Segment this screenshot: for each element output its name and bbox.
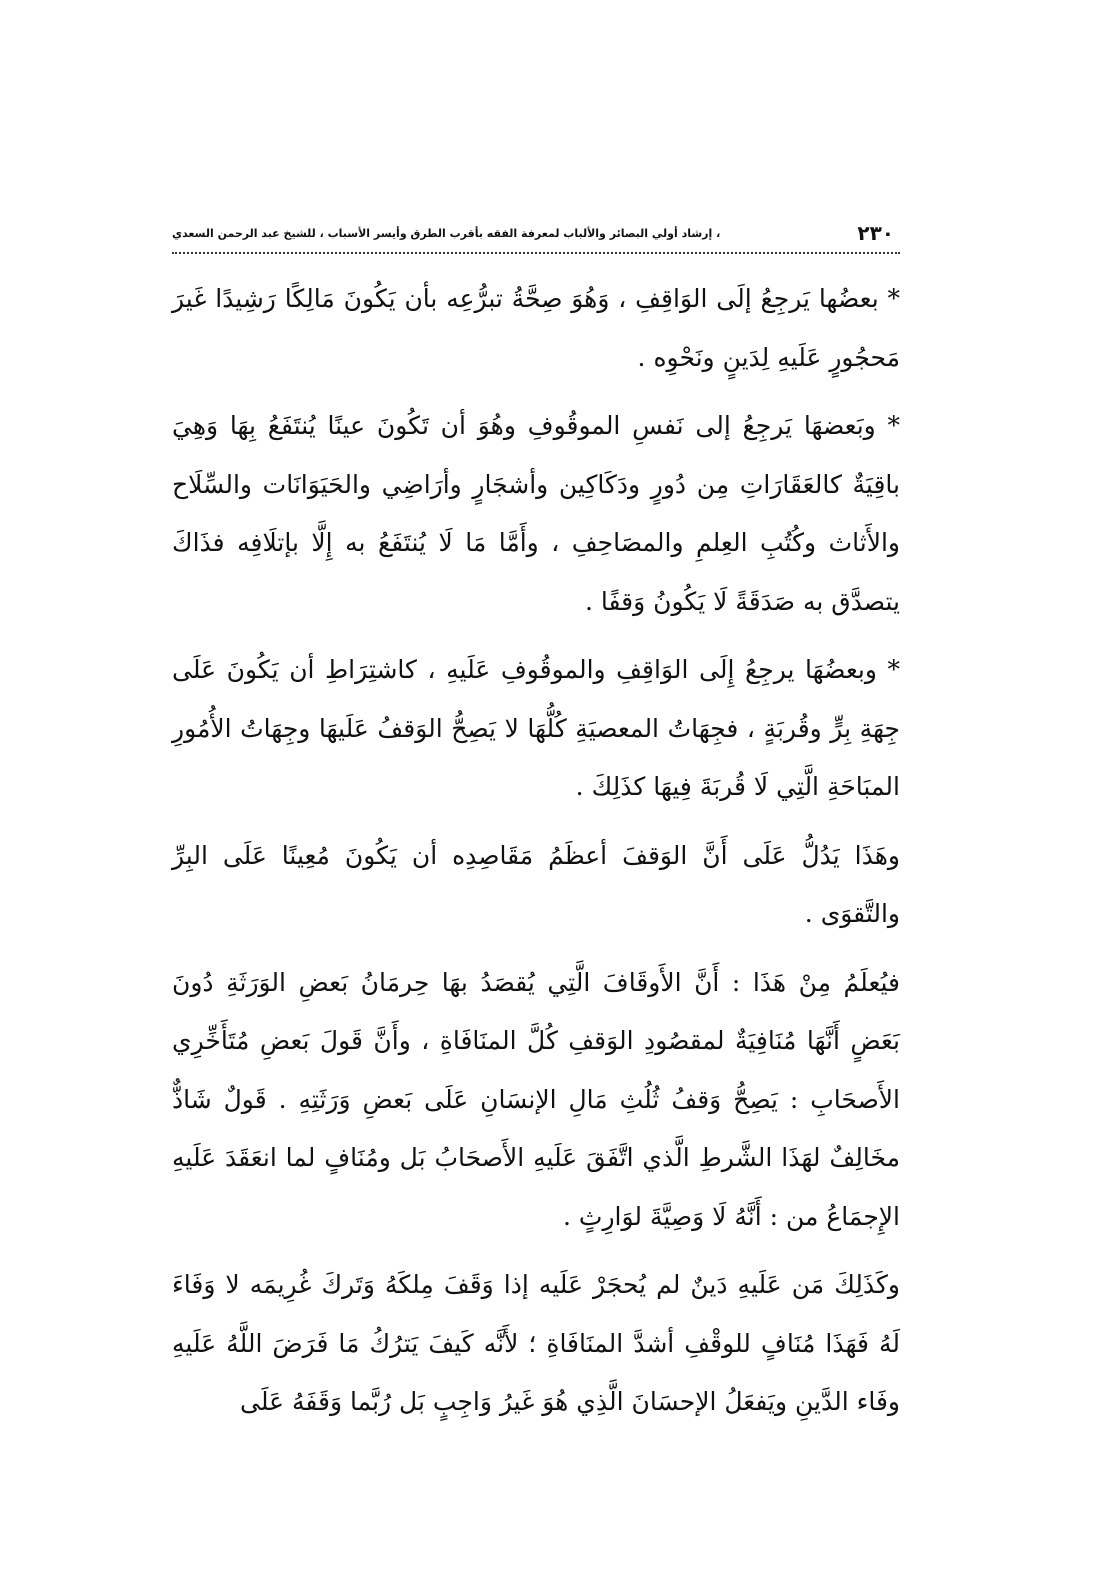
body-text bbox=[172, 270, 900, 1432]
paragraph-2: * وبَعضهَا يَرجِعُ إلى نَفسِ الموقُوفِ وهُوَ أن تَكُونَ عينًا يُنتَفَعُ بِهَا وَهِيَ باقِيَةٌ كالعَقَارَاتِ مِن دُورٍ ودَكَاكِين وأشجَارٍ وأرَاضِي والحَيَوَانَات والسِّلَاح والأَثاث وكُتُبِ العِلمِ والمصَاحِفِ ، وأَمَّا مَا لَا يُنتَفَعُ به إِلَّا بإتلَافِه فذَاكَ يتصدَّق به صَدَقَةً لَا يَكُونُ وَقفًا . bbox=[172, 411, 900, 616]
header-divider bbox=[172, 252, 900, 254]
page-number: ٢٣٠ bbox=[857, 221, 894, 245]
paragraph-3: * وبعضُهَا يرجِعُ إِلَى الوَاقِفِ والموقُوفِ عَلَيهِ ، كاشتِرَاطِ أن يَكُونَ عَلَى جِهَةِ بِرٍّ وقُربَةٍ ، فجِهَاتُ المعصيَةِ كُلُّهَا لا يَصِحُّ الوَقفُ عَلَيهَا وجِهَاتُ الأُمُورِ المبَاحَةِ الَّتِي لَا قُربَةَ فِيهَا كذَلِكَ . bbox=[172, 655, 900, 801]
paragraph-6: وكَذَلِكَ مَن عَلَيهِ دَينٌ لم يُحجَرْ عَلَيه إذا وَقَفَ مِلكَهُ وَتَركَ غُرِيمَه لا وَفَاءَ لَهُ فَهَذَا مُنَافٍ للوقْفِ أشدَّ المنَافَاةِ ؛ لأَنَّه كَيفَ يَترُكُ مَا فَرَضَ اللَّهُ عَلَيهِ وفَاء الدَّينِ ويَفعَلُ الإحسَانَ الَّذِي هُوَ غَيرُ وَاجِبٍ بَل رُبَّما وَقَفَهُ عَلَى bbox=[172, 1270, 900, 1416]
page-header bbox=[172, 218, 894, 248]
paragraph-4: وهَذَا يَدُلُّ عَلَى أَنَّ الوَقفَ أعظَمُ مَقَاصِدِه أن يَكُونَ مُعِينًا عَلَى البِرِّ والتَّقوَى . bbox=[172, 840, 900, 928]
paragraph-1: * بعضُها يَرجِعُ إلَى الوَاقِفِ ، وَهُوَ صِحَّةُ تبرُّعِه بأن يَكُونَ مَالِكًا رَشِيدًا غَيرَ مَحجُورٍ عَلَيهِ لِدَينٍ ونَحْوِه . bbox=[172, 284, 900, 372]
paragraph-5: فيُعلَمُ مِنْ هَذَا : أَنَّ الأَوقَافَ الَّتِي يُقصَدُ بهَا حِرمَانُ بَعضِ الوَرَثَةِ دُونَ بَعَضٍ أَنَّهَا مُنَافِيَةٌ لمقصُودِ الوَقفِ كُلَّ المنَافَاةِ ، وأَنَّ قَولَ بَعضِ مُتَأَخِّرِي الأَصحَابِ : يَصِحُّ وَقفُ ثُلُثِ مَالِ الإنسَانِ عَلَى بَعضِ وَرَثَتِهِ . قَولٌ شَاذٌّ مخَالِفٌ لهَذَا الشَّرطِ الَّذي اتَّفَقَ عَلَيهِ الأَصحَابُ بَل ومُنَافٍ لما انعَقَدَ عَلَيهِ الإِجمَاعُ من : أَنَّهُ لَا وَصِيَّةَ لوَارِثٍ . bbox=[172, 967, 900, 1231]
running-title: ، إرشاد أولي البصائر والألباب لمعرفة الفقه بأقرب الطرق وأيسر الأسباب ، للشيخ عبد الرحمن السعدي bbox=[172, 226, 721, 240]
